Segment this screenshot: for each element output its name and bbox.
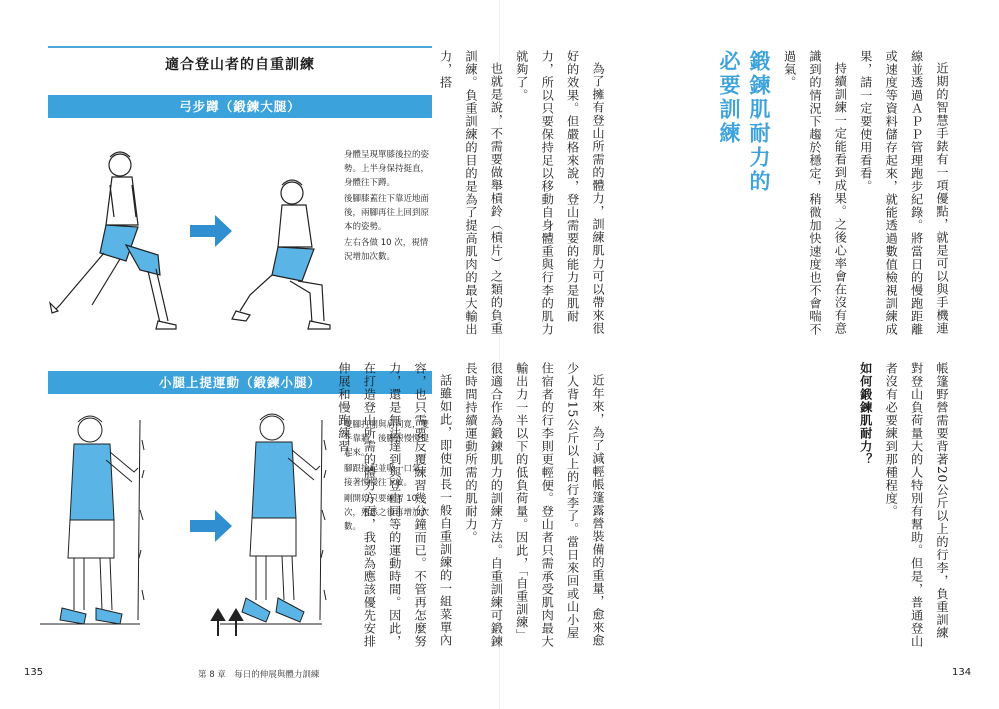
heading-line1: 鍛鍊肌耐力的 xyxy=(747,50,771,194)
top-rule xyxy=(48,46,432,48)
paragraph: 近年來，為了減輕帳篷露營裝備的重量，愈來愈少人背15公斤以上的行李了。當日來回或山小屋住宿者的行李則更輕便。登山者只需承受肌肉最大輸出力一半以下的低負荷量。因此，「自重訓練」很適合作為鍛鍊肌力的訓練方法。自重訓練可鍛鍊長時間持續運動所需的肌耐力。 xyxy=(463,362,605,648)
calf-raise-illustration xyxy=(40,400,340,645)
left-page-number: 135 xyxy=(24,667,44,678)
sub-heading: 如何鍛鍊肌耐力？ xyxy=(858,362,873,466)
exercise1-description xyxy=(344,148,436,266)
ex2-step2: 腳跟抬起並吸一口氣，接著慢慢往下放。 xyxy=(344,464,430,488)
body-text-block3 xyxy=(432,50,610,336)
right-page-number: 134 xyxy=(952,667,972,678)
body-text-block2 xyxy=(852,362,954,648)
ex1-step3: 左右各做 10 次，視情況增加次數。 xyxy=(344,238,429,262)
ex2-step1: 雙腳打開與肩同寬，雙手靠牆，後腳跟慢慢提起來。 xyxy=(344,420,430,458)
lunge-illustration xyxy=(40,135,340,335)
paragraph: 近期的智慧手錶有一項優點，就是可以與手機連線並透過ＡＰＰ管理跑步紀錄。將當日的慢跑距離或速度等資料儲存起來，就能透過數值檢視訓練成果，請一定要使用看看。 xyxy=(858,50,949,336)
ex1-step1: 身體呈現單膝後拉的姿勢。上半身保持挺直，身體往下蹲。 xyxy=(344,150,430,188)
up-arrows-icon xyxy=(212,610,242,636)
exercise2-banner: 小腿上提運動（鍛鍊小腿） xyxy=(48,371,432,394)
exercise1-banner: 弓步蹲（鍛鍊大腿） xyxy=(48,95,432,118)
body-text-block1 xyxy=(776,50,954,336)
chapter-footer: 第 8 章 每日的伸展與體力訓練 xyxy=(198,670,320,680)
arrow-icon xyxy=(190,215,232,247)
paragraph: 為了擁有登山所需的體力，訓練肌力可以帶來很好的效果。但嚴格來說，登山需要的能力是肌耐力，所以只要保持足以移動自身體重與行李的肌力就夠了。 xyxy=(514,50,605,336)
paragraph: 帳篷野營需要背著20公斤以上的行李，負重訓練對登山負荷量大的人特別有幫助。但是，普通登山者沒有必要練到那種程度。 xyxy=(884,362,949,648)
body-text-block4 xyxy=(331,362,610,648)
section-title: 適合登山者的自重訓練 xyxy=(165,57,315,73)
paragraph: 持續訓練一定能看到成果。之後心率會在沒有意識到的情況下趨於穩定，稍微加快速度也不會喘不過氣。 xyxy=(782,50,848,336)
arrow-icon xyxy=(190,510,232,542)
ex2-step3: 剛開始只要練習 10 次，熟悉之後再增加次數。 xyxy=(344,494,430,532)
paragraph: 話雖如此，即使加長一般自重訓練的一組菜單內容，也只需要反覆練習幾分鐘而已。不管再怎麼努力，還是無法達到與登山同等的運動時間。因此，在打造登山所需的體力方面，我認為應該優先安排伸展和慢跑練習。 xyxy=(336,362,453,648)
section-heading xyxy=(714,50,774,230)
heading-line2: 必要訓練 xyxy=(717,50,741,146)
ex1-step2: 後腳膝蓋往下靠近地面後，兩腳再往上回到原本的姿勢。 xyxy=(344,194,430,232)
paragraph: 也就是說，不需要做舉槓鈴（槓片）之類的負重訓練。負重訓練的目的是為了提高肌肉的最大輸出力，搭 xyxy=(438,50,504,336)
